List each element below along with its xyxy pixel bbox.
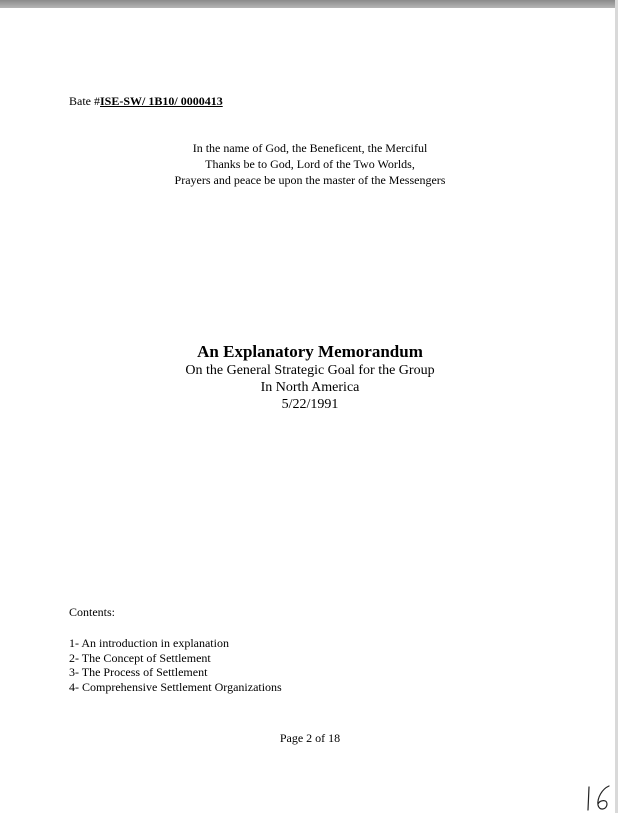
contents-item: 1- An introduction in explanation (69, 636, 229, 650)
table-of-contents (69, 605, 282, 695)
memorandum-subtitle: On the General Strategic Goal for the Group (185, 363, 435, 378)
memorandum-region: In North America (260, 380, 360, 395)
blessing-line: Thanks be to God, Lord of the Two Worlds, (205, 157, 415, 171)
contents-item: 4- Comprehensive Settlement Organizations (69, 680, 282, 695)
handwritten-page-mark (585, 784, 615, 812)
page-number: Page 2 of 18 (279, 731, 341, 745)
contents-list (69, 636, 282, 695)
blessing-line: In the name of God, the Beneficent, the Merciful (192, 141, 428, 155)
contents-item: 3- The Process of Settlement (69, 665, 208, 680)
memorandum-title: An Explanatory Memorandum (197, 342, 423, 361)
bate-number: ISE-SW/ 1B10/ 0000413 (100, 94, 223, 108)
opening-blessing (100, 140, 520, 188)
blessing-line: Prayers and peace be upon the master of the Messengers (174, 173, 446, 187)
bate-prefix: Bate # (69, 94, 100, 108)
contents-item: 2- The Concept of Settlement (69, 650, 211, 665)
bate-stamp (69, 94, 223, 109)
contents-heading: Contents: (69, 605, 116, 619)
memorandum-title-block (100, 342, 520, 413)
memorandum-date: 5/22/1991 (281, 397, 339, 412)
scan-top-border (0, 0, 618, 8)
